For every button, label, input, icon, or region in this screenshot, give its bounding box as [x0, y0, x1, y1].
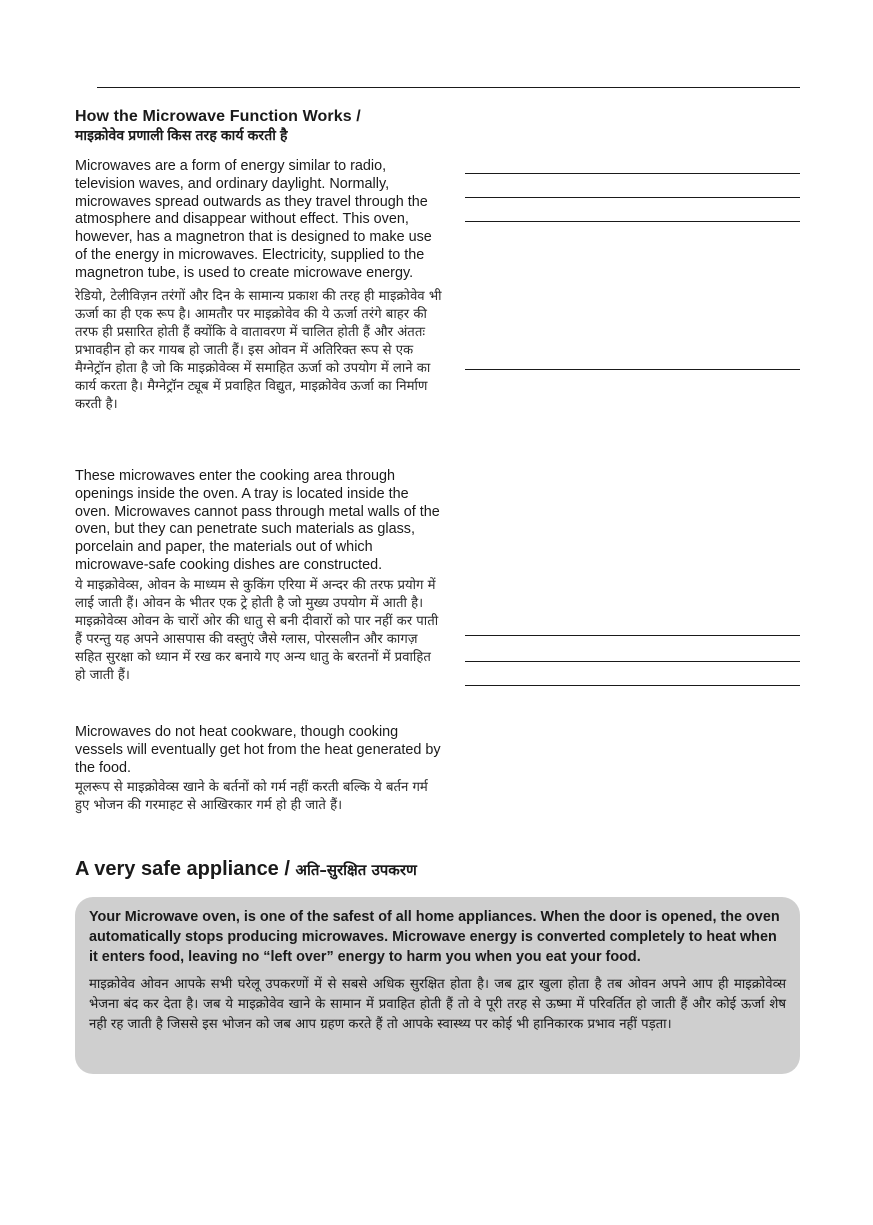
safe-appliance-title: [75, 856, 417, 883]
note-line: [465, 173, 800, 174]
paragraph-en: These microwaves enter the cooking area through openings inside the oven. A tray is located inside the oven. Microwaves cannot pass through metal walls of the oven, but they can penetrate such materials as glass, porcelain and paper, the materials out of which microwave-safe cooking dishes are constructed.: [75, 468, 440, 573]
paragraph-hi: रेडियो, टेलीविज़न तरंगों और दिन के सामान्य प्रकाश की तरह ही माइक्रोवेव भी ऊर्जा का ही एक रूप है। आमतौर पर माइक्रोवेव की ये ऊर्जा तरंगे बाहर की तरफ ही प्रसारित होती हैं क्योंकि वे वातावरण में चालित होती हैं और अंततः प्रभावहीन हो कर गायब हो जाती हैं। इस ओवन में अतिरिक्त रूप से एक मैग्नेट्रॉन होता है जो कि माइक्रोवेव्स में समाहित ऊर्जा को उपयोग में लाने का कार्य करता है। मैग्नेट्रॉन ट्यूब में प्रवाहित विद्युत, माइक्रोवेव ऊर्जा का निर्माण करती है।: [75, 288, 442, 412]
note-line: [465, 661, 800, 662]
paragraph-block: [75, 724, 445, 815]
safe-title-hi: अति–सुरक्षित उपकरण: [295, 861, 417, 879]
section-title-en: How the Microwave Function Works /: [75, 108, 361, 125]
note-line: [465, 685, 800, 686]
paragraph-en: Microwaves are a form of energy similar to radio, television waves, and ordinary daylight. Normally, microwaves spread outwards as they travel through the atmosphere and disappear without effect. This oven, however, has a magnetron that is designed to make use of the energy in microwaves. Electricity, supplied to the magnetron tube, is used to create microwave energy.: [75, 158, 432, 281]
safe-box-en: Your Microwave oven, is one of the safest of all home appliances. When the door is opened, the oven automatically stops producing microwaves. Microwave energy is converted completely to heat when it enters food, leaving no “left over” energy to harm you when you eat your food.: [89, 909, 780, 965]
content-column: [75, 107, 445, 814]
safe-title-en: A very safe appliance /: [75, 858, 296, 880]
section-title-hi: माइक्रोवेव प्रणाली किस तरह कार्य करती है: [75, 127, 288, 143]
paragraph-en: Microwaves do not heat cookware, though cooking vessels will eventually get hot from the heat generated by the food.: [75, 724, 441, 776]
note-line: [465, 369, 800, 370]
paragraph-block: [75, 158, 445, 414]
note-line: [465, 221, 800, 222]
safe-box-hi: माइक्रोवेव ओवन आपके सभी घरेलू उपकरणों में से सबसे अधिक सुरक्षित होता है। जब द्वार खुला होता है तब ओवन अपने आप ही माइक्रोवेव्स भेजना बंद कर देता है। जब ये माइक्रोवेव खाने के सामान में प्रवाहित होती हैं तो वे पूरी तरह से ऊष्मा में परिवर्तित हो जाती हैं और कोई ऊर्जा शेष नही रह जाती है जिससे इस भोजन को जब आप ग्रहण करते हैं तो आपके स्वास्थ्य पर कोई भी हानिकारक प्रभाव नहीं पड़ता।: [89, 977, 786, 1032]
note-line: [465, 197, 800, 198]
paragraph-block: [75, 468, 445, 685]
section-title: [75, 107, 445, 145]
top-rule: [97, 87, 800, 88]
note-line: [465, 635, 800, 636]
paragraph-hi: ये माइक्रोवेव्स, ओवन के माध्यम से कुकिंग एरिया में अन्दर की तरफ प्रयोग में लाई जाती हैं। ओवन के भीतर एक ट्रे होती है जो मुख्य उपयोग में आती है। माइक्रोवेव्स ओवन के चारों ओर की धातु से बनी दीवारों को पार नहीं कर पाती हैं परन्तु यह अपने आसपास की वस्तुएं जैसे ग्लास, पोरसलीन और कागज़ सहित सुरक्षा को ध्यान में रख कर बनाये गए अन्य धातु के बरतनों में प्रवाहित हो जाती हैं।: [75, 577, 439, 683]
safe-appliance-box: [75, 897, 800, 1074]
paragraph-hi: मूलरूप से माइक्रोवेव्स खाने के बर्तनों को गर्म नहीं करती बल्कि ये बर्तन गर्म हुए भोजन की गरमाहट से आखिरकार गर्म हो ही जाते हैं।: [75, 780, 428, 814]
